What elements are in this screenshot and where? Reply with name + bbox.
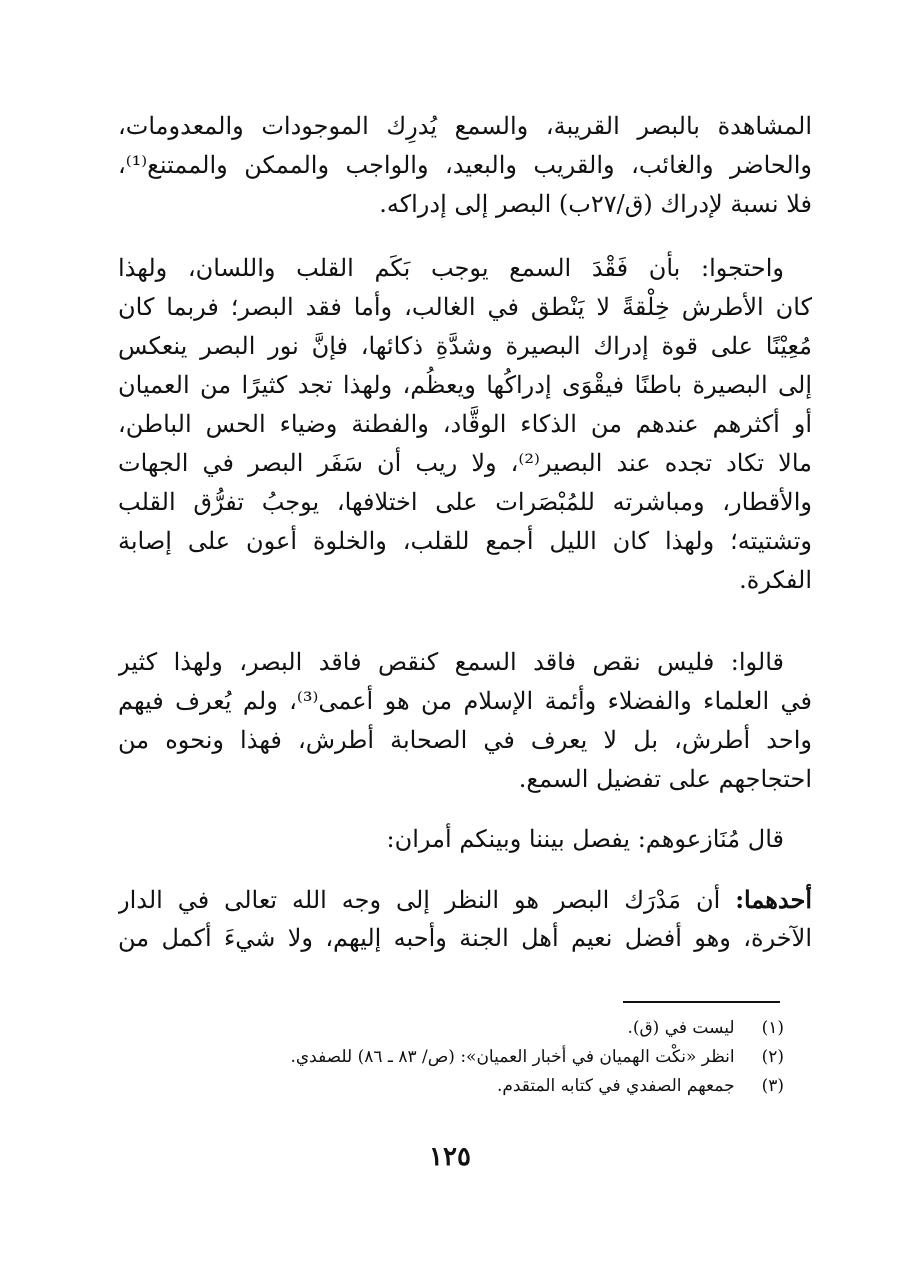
footnote-number: (٢) [761, 1047, 784, 1067]
text-line: فلا نسبة لإدراك (ق/٢٧ب) البصر إلى إدراكه. [379, 190, 812, 218]
footnote-number: (١) [761, 1018, 784, 1038]
text-line: الفكرة. [739, 566, 812, 594]
text-line: المشاهدة بالبصر القريبة، والسمع يُدرِك الموجودات والمعدومات، [118, 112, 812, 140]
footnote [118, 1072, 784, 1101]
page-number: ١٢٥ [429, 1142, 471, 1172]
footnote-text: انظر «نكْت الهميان في أخبار العميان»: (ص/ ٨٣ ـ ٨٦) للصفدي. [290, 1047, 735, 1067]
lead-rest: أن مَدْرَك البصر هو النظر إلى وجه الله تعالى في الدار [118, 886, 736, 914]
footnote-text: ليست في (ق). [627, 1018, 735, 1038]
footnote-number: (٣) [761, 1076, 784, 1096]
text-line: في العلماء والفضلاء وأئمة الإسلام من هو أعمى⁽³⁾، ولم يُعرف فيهم [118, 687, 812, 715]
text-line: قال مُنَازعوهم: يفصل بيننا وبينكم أمران: [386, 825, 784, 853]
text-line: مُعِيْنًا على قوة إدراك البصيرة وشدَّةِ ذكائها، فإنَّ نور البصر ينعكس [118, 332, 812, 360]
text-line: أو أكثرهم عندهم من الذكاء الوقَّاد، والفطنة وضياء الحس الباطن، [118, 410, 812, 438]
text-line: إلى البصيرة باطنًا فيقْوَى إدراكُها ويعظُم، ولهذا تجد كثيرًا من العميان [118, 371, 812, 399]
footnote [118, 1014, 784, 1043]
text-line [118, 880, 812, 919]
text-line: والحاضر والغائب، والقريب والبعيد، والواجب والممكن والممتنع⁽¹⁾، [118, 151, 812, 179]
footnote-text: جمعهم الصفدي في كتابه المتقدم. [496, 1076, 735, 1096]
footnote-divider [623, 1001, 780, 1003]
text-line: والأقطار، ومباشرته للمُبْصَرات على اختلافها، يوجبُ تفرُّق القلب [118, 488, 812, 516]
text-line: الآخرة، وهو أفضل نعيم أهل الجنة وأحبه إليهم، ولا شيءَ أكمل من [118, 924, 812, 952]
paragraph-1 [118, 107, 812, 224]
paragraph-2 [118, 249, 812, 600]
paragraph-4 [118, 820, 812, 859]
text-line: واحد أطرش، بل لا يعرف في الصحابة أطرش، فهذا ونحوه من [118, 726, 812, 754]
text-line: وتشتيته؛ ولهذا كان الليل أجمع للقلب، والخلوة أعون على إصابة [118, 527, 812, 555]
text-line: كان الأطرش خِلْقةً لا يَنْطق في الغالب، وأما فقد البصر؛ فربما كان [118, 293, 812, 321]
text-line: قالوا: فليس نقص فاقد السمع كنقص فاقد البصر، ولهذا كثير [118, 648, 784, 676]
paragraph-3 [118, 643, 812, 799]
footnote [118, 1043, 784, 1072]
lead-word: أحدهما: [735, 885, 812, 914]
text-line: احتجاجهم على تفضيل السمع. [518, 765, 812, 793]
text-line: واحتجوا: بأن فَقْدَ السمع يوجب بَكَم القلب واللسان، ولهذا [118, 254, 784, 282]
footnotes [118, 1014, 784, 1101]
text-line: مالا تكاد تجده عند البصير⁽²⁾، ولا ريب أن سَفَر البصر في الجهات [118, 449, 812, 477]
paragraph-5 [118, 880, 812, 958]
